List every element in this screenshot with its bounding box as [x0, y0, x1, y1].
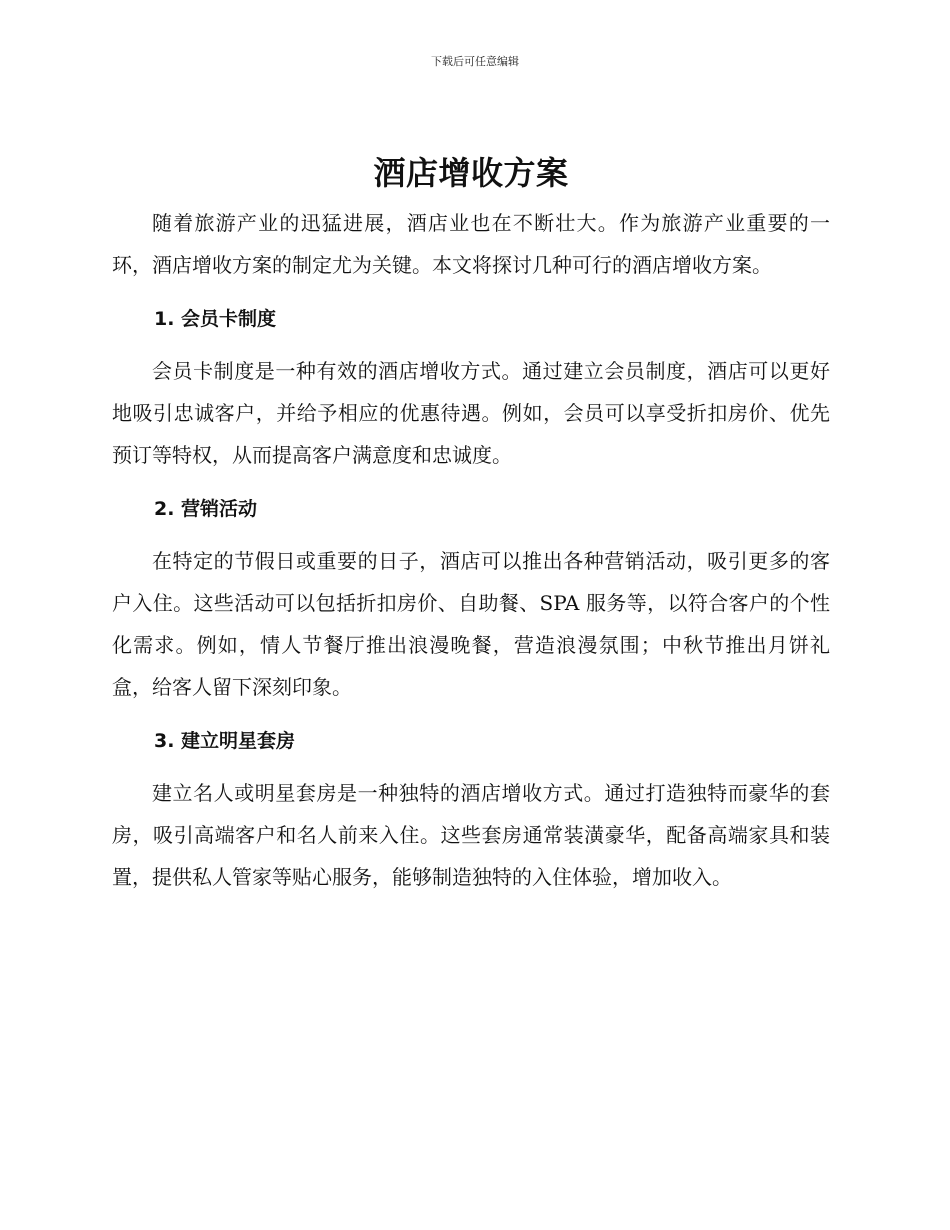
header-note: 下载后可任意编辑 — [431, 55, 519, 68]
section-celebrity-suite — [112, 726, 830, 898]
section-marketing — [112, 494, 830, 708]
section-heading: 2. 营销活动 — [154, 498, 258, 520]
section-heading: 3. 建立明星套房 — [154, 730, 296, 752]
document-content — [112, 148, 830, 898]
document-title: 酒店增收方案 — [373, 154, 569, 192]
section-paragraph: 在特定的节假日或重要的日子，酒店可以推出各种营销活动，吸引更多的客户入住。这些活动可以包括折扣房价、自助餐、SPA 服务等，以符合客户的个性化需求。例如，情人节餐厅推出浪漫晚餐，营造浪漫氛围；中秋节推出月饼礼盒，给客人留下深刻印象。 — [112, 549, 830, 699]
section-membership — [112, 304, 830, 476]
intro-paragraph: 随着旅游产业的迅猛进展，酒店业也在不断壮大。作为旅游产业重要的一环，酒店增收方案的制定尤为关键。本文将探讨几种可行的酒店增收方案。 — [112, 211, 830, 277]
section-heading: 1. 会员卡制度 — [154, 308, 277, 330]
section-paragraph: 建立名人或明星套房是一种独特的酒店增收方式。通过打造独特而豪华的套房，吸引高端客户和名人前来入住。这些套房通常装潢豪华，配备高端家具和装置，提供私人管家等贴心服务，能够制造独特的入住体验，增加收入。 — [112, 781, 830, 889]
section-paragraph: 会员卡制度是一种有效的酒店增收方式。通过建立会员制度，酒店可以更好地吸引忠诚客户，并给予相应的优惠待遇。例如，会员可以享受折扣房价、优先预订等特权，从而提高客户满意度和忠诚度。 — [112, 359, 830, 467]
